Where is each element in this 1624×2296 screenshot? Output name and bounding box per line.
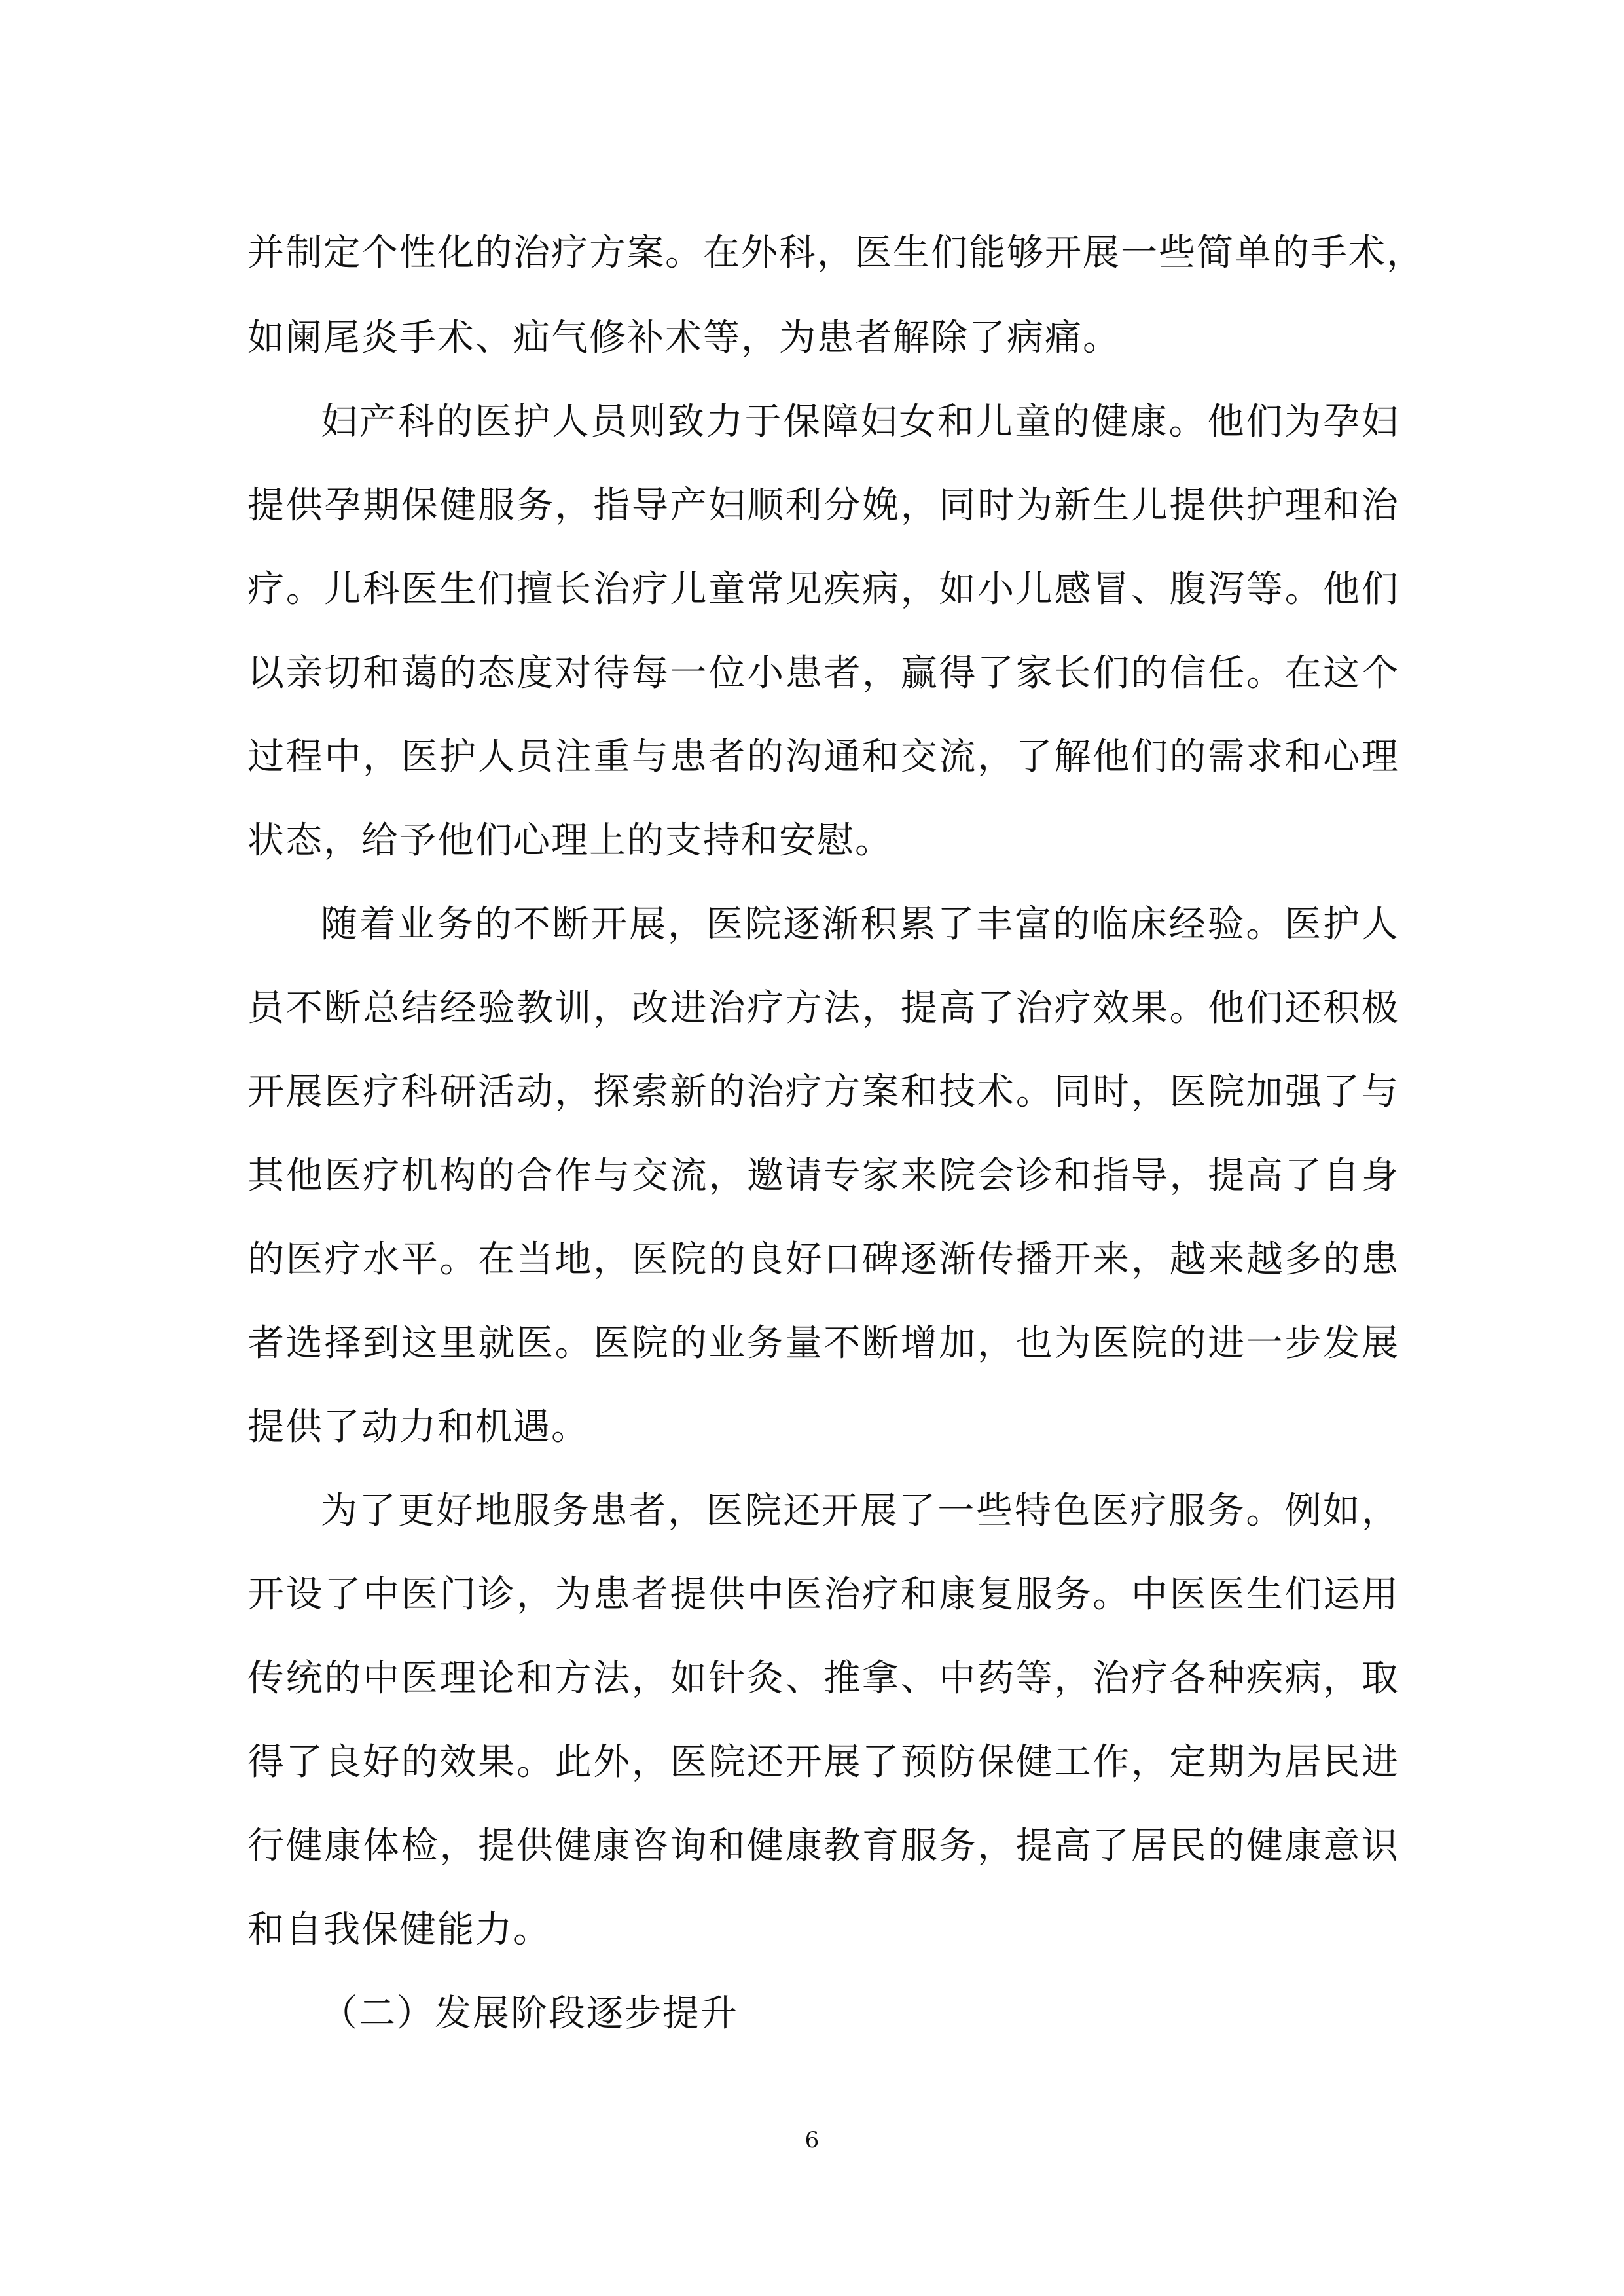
paragraph-4-line-6: 和自我保健能力。 (247, 1909, 551, 1951)
paragraph-3-line-7: 提供了动力和机遇。 (247, 1406, 589, 1448)
paragraph-4-line-2: 开设了中医门诊，为患者提供中医治疗和康复服务。中医医生们运用 (247, 1573, 1399, 1616)
paragraph-2-line-2: 提供孕期保健服务，指导产妇顺利分娩，同时为新生儿提供护理和治 (247, 484, 1399, 527)
paragraph-2-line-1: 妇产科的医护人员则致力于保障妇女和儿童的健康。他们为孕妇 (321, 401, 1399, 443)
paragraph-2-line-5: 过程中，医护人员注重与患者的沟通和交流，了解他们的需求和心理 (247, 736, 1399, 778)
paragraph-2-line-3: 疗。儿科医生们擅长治疗儿童常见疾病，如小儿感冒、腹泻等。他们 (247, 568, 1399, 611)
paragraph-4-line-1: 为了更好地服务患者，医院还开展了一些特色医疗服务。例如， (321, 1490, 1399, 1532)
section-heading: （二）发展阶段逐步提升 (321, 1992, 738, 2035)
paragraph-2-line-4: 以亲切和蔼的态度对待每一位小患者，赢得了家长们的信任。在这个 (247, 652, 1399, 694)
paragraph-1-line-2: 如阑尾炎手术、疝气修补术等，为患者解除了病痛。 (247, 317, 1121, 359)
paragraph-4-line-3: 传统的中医理论和方法，如针灸、推拿、中药等，治疗各种疾病，取 (247, 1657, 1399, 1700)
page-number: 6 (804, 2127, 820, 2153)
paragraph-1-line-1: 并制定个性化的治疗方案。在外科，医生们能够开展一些简单的手术， (247, 232, 1424, 274)
paragraph-3-line-2: 员不断总结经验教训，改进治疗方法，提高了治疗效果。他们还积极 (247, 987, 1399, 1030)
paragraph-3-line-5: 的医疗水平。在当地，医院的良好口碑逐渐传播开来，越来越多的患 (247, 1238, 1399, 1281)
paragraph-4-line-4: 得了良好的效果。此外，医院还开展了预防保健工作，定期为居民进 (247, 1741, 1399, 1784)
paragraph-3-line-6: 者选择到这里就医。医院的业务量不断增加，也为医院的进一步发展 (247, 1322, 1399, 1365)
paragraph-3-line-4: 其他医疗机构的合作与交流，邀请专家来院会诊和指导，提高了自身 (247, 1155, 1399, 1197)
paragraph-4-line-5: 行健康体检，提供健康咨询和健康教育服务，提高了居民的健康意识 (247, 1825, 1399, 1867)
paragraph-2-line-6: 状态，给予他们心理上的支持和安慰。 (247, 819, 893, 862)
paragraph-3-line-1: 随着业务的不断开展，医院逐渐积累了丰富的临床经验。医护人 (321, 903, 1399, 946)
paragraph-3-line-3: 开展医疗科研活动，探索新的治疗方案和技术。同时，医院加强了与 (247, 1071, 1399, 1113)
